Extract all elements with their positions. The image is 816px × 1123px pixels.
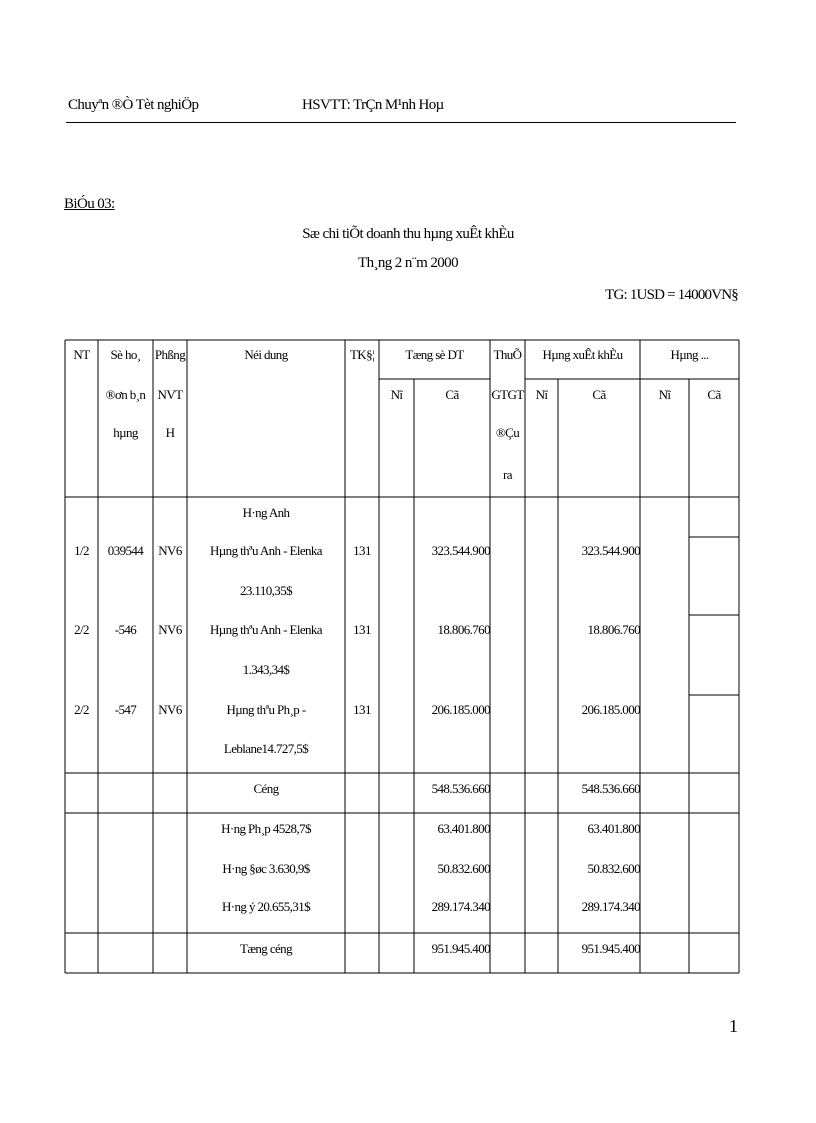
summary-france-desc: H·ng Ph¸p 4528,7$ [221, 821, 311, 836]
summary-italy-export: 289.174.340 [581, 899, 640, 914]
header-right: HSVTT: TrÇn M¹nh Hoµ [302, 97, 444, 113]
row2-export: 18.806.760 [587, 622, 640, 637]
summary-germany-desc: H·ng §øc 3.630,9$ [222, 861, 310, 876]
col-tong-dt-co: Cã [445, 387, 459, 402]
col-nt: NT [73, 347, 90, 362]
col-phong-3: H [165, 425, 175, 440]
col-hxk: Hµng xuÊt khÈu [542, 347, 623, 362]
subtotal-total: 548.536.660 [431, 781, 490, 796]
col-so-hd-2: ®ơn b¸n [105, 387, 146, 402]
col-tong-dt: Tæng sè DT [405, 347, 464, 362]
grand-total-label: Tæng céng [239, 941, 292, 956]
row1-export: 323.544.900 [581, 543, 640, 558]
summary-italy-total: 289.174.340 [431, 899, 490, 914]
grand-total-export: 951.945.400 [581, 941, 640, 956]
col-so-hd-3: hµng [113, 425, 138, 440]
col-hang-khac-co: Cã [707, 387, 721, 402]
col-phong-2: NVT [157, 387, 183, 402]
ledger-title: Sæ chi tiÕt doanh thu hµng xuÊt khÈu [302, 226, 514, 242]
row2-date: 2/2 [74, 622, 89, 637]
row1-desc: Hµng thªu Anh - Elenka [210, 543, 322, 558]
subtotal-label: Céng [253, 781, 279, 796]
col-thue-1: ThuÕ [493, 347, 522, 362]
row-customer: H·ng Anh [242, 505, 290, 520]
row3-tk: 131 [353, 702, 371, 717]
col-hxk-co: Cã [592, 387, 606, 402]
page-number: 1 [729, 1016, 738, 1036]
col-tong-dt-no: Nî [390, 387, 403, 402]
row2-usd: 1.343,34$ [242, 662, 290, 677]
col-so-hd-1: Sè ho¸ [110, 347, 141, 362]
summary-italy-desc: H·ng ý 20.655,31$ [221, 899, 311, 914]
summary-germany-total: 50.832.600 [437, 861, 490, 876]
ledger-period: Th¸ng 2 n¨m 2000 [358, 255, 458, 271]
col-tk: TK§¦ [349, 347, 375, 362]
row3-doc: -547 [114, 702, 137, 717]
row3-dept: NV6 [158, 702, 182, 717]
summary-france-total: 63.401.800 [437, 821, 490, 836]
row3-export: 206.185.000 [581, 702, 640, 717]
col-noi-dung: Néi dung [244, 347, 288, 362]
table-label: BiÓu 03: [64, 196, 115, 212]
row2-total: 18.806.760 [437, 622, 490, 637]
col-hang-khac: Hµng ... [670, 347, 709, 362]
col-phong-1: Phßng [154, 347, 186, 362]
col-thue-2: GTGT [491, 387, 524, 402]
row1-tk: 131 [353, 543, 371, 558]
summary-france-export: 63.401.800 [587, 821, 640, 836]
col-hxk-no: Nî [535, 387, 548, 402]
row3-usd: Leblane14.727,5$ [223, 741, 309, 756]
header-left: Chuyªn ®Ò Tèt nghiÖp [68, 97, 199, 113]
row2-tk: 131 [353, 622, 371, 637]
row1-date: 1/2 [74, 543, 89, 558]
grand-total-total: 951.945.400 [431, 941, 490, 956]
col-thue-3: ®Çu [495, 425, 520, 440]
row2-dept: NV6 [158, 622, 182, 637]
row1-total: 323.544.900 [431, 543, 490, 558]
row1-dept: NV6 [158, 543, 182, 558]
row1-doc: 039544 [107, 543, 144, 558]
row3-desc: Hµng thªu Ph¸p - [226, 702, 306, 717]
row1-usd: 23.110,35$ [239, 583, 293, 598]
summary-germany-export: 50.832.600 [587, 861, 640, 876]
subtotal-export: 548.536.660 [581, 781, 640, 796]
row2-doc: -546 [114, 622, 137, 637]
row3-total: 206.185.000 [431, 702, 490, 717]
col-hang-khac-no: Nî [658, 387, 671, 402]
row3-date: 2/2 [74, 702, 89, 717]
row2-desc: Hµng thªu Anh - Elenka [210, 622, 322, 637]
col-thue-4: ra [503, 467, 512, 482]
exchange-rate: TG: 1USD = 14000VN§ [605, 287, 738, 303]
